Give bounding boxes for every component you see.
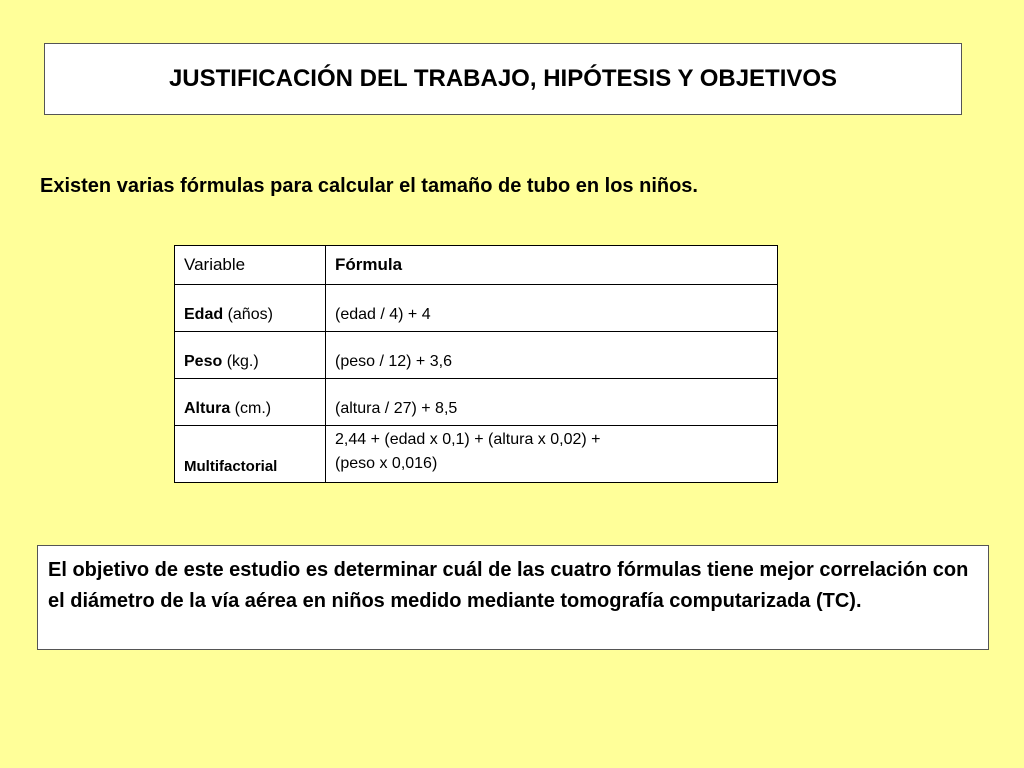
variable-unit: (años) (223, 306, 273, 323)
variable-cell (175, 379, 326, 426)
table-header-row (175, 246, 778, 285)
formula-cell: (edad / 4) + 4 (326, 285, 778, 332)
title-box (44, 43, 962, 115)
formula-cell: (peso / 12) + 3,6 (326, 332, 778, 379)
variable-cell (175, 285, 326, 332)
variable-name: Edad (184, 306, 224, 323)
intro-text: Existen varias fórmulas para calcular el tamaño de tubo en los niños. (40, 175, 698, 197)
header-formula: Fórmula (326, 246, 778, 285)
formula-line-2: (peso x 0,016) (335, 455, 438, 472)
variable-unit: (kg.) (222, 353, 259, 370)
variable-unit: (cm.) (230, 400, 272, 417)
objective-box (37, 545, 989, 650)
formula-table (174, 245, 778, 483)
table-row (175, 285, 778, 332)
table-row (175, 379, 778, 426)
header-variable: Variable (175, 246, 326, 285)
variable-name: Altura (184, 400, 231, 417)
slide-title: JUSTIFICACIÓN DEL TRABAJO, HIPÓTESIS Y OBJETIVOS (168, 65, 838, 92)
variable-name: Peso (184, 353, 223, 370)
table-row (175, 332, 778, 379)
formula-cell: (altura / 27) + 8,5 (326, 379, 778, 426)
variable-name: Multifactorial (184, 458, 278, 475)
variable-cell (175, 426, 326, 483)
objective-text: El objetivo de este estudio es determinar cuál de las cuatro fórmulas tiene mejor correlación con el diámetro de la vía aérea en niños medido mediante tomografía computarizada (TC). (48, 559, 969, 612)
formula-cell (326, 426, 778, 483)
table-row (175, 426, 778, 483)
formula-line-1: 2,44 + (edad x 0,1) + (altura x 0,02) + (335, 431, 601, 448)
variable-cell (175, 332, 326, 379)
